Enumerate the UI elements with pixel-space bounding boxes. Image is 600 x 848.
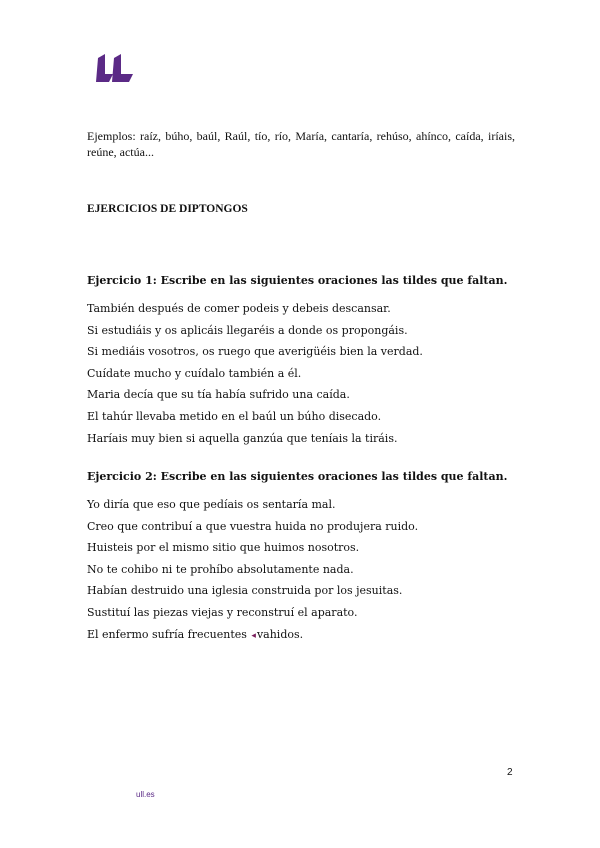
sentence: El tahúr llevaba metido en el baúl un búho disecado. [87, 409, 382, 423]
exercise-1-title: Ejercicio 1: Escribe en las siguientes oraciones las tildes que faltan. [87, 274, 508, 287]
sentence: Si mediáis vosotros, os ruego que averigüéis bien la verdad. [87, 345, 423, 359]
sentence: Si estudiáis y os aplicáis llegaréis a donde os propongáis. [87, 323, 408, 337]
exercise-2-sentences [87, 498, 418, 649]
ull-logo-icon [95, 52, 135, 84]
sentence: No te cohibo ni te prohíbo absolutamente nada. [87, 562, 354, 576]
sentence-start: El enfermo sufría frecuentes [87, 627, 247, 641]
exercise-1-sentences [87, 302, 423, 453]
sentence: También después de comer podeis y debeis descansar. [87, 302, 391, 315]
sentence: Sustituí las piezas viejas y reconstruí el aparato. [87, 605, 358, 619]
examples-paragraph: Ejemplos: raíz, búho, baúl, Raúl, tío, río, María, cantaría, rehúso, ahínco, caída, iríais, reúne, actúa... [87, 129, 515, 159]
section-title: EJERCICIOS DE DIPTONGOS [87, 203, 248, 215]
sentence: Habían destruido una iglesia construida por los jesuitas. [87, 584, 403, 598]
footer-url[interactable]: ull.es [136, 790, 155, 799]
sentence-last [87, 628, 418, 650]
sentence: Cuídate mucho y cuídalo también a él. [87, 366, 302, 380]
page-number: 2 [507, 767, 513, 778]
sentence: Maria decía que su tía había sufrido una caída. [87, 388, 350, 402]
exercise-2-title: Ejercicio 2: Escribe en las siguientes oraciones las tildes que faltan. [87, 470, 508, 483]
sentence: Huisteis por el mismo sitio que huimos nosotros. [87, 541, 360, 555]
sentence: Yo diría que eso que pedíais os sentaría mal. [87, 498, 336, 511]
sentence: Creo que contribuí a que vuestra huida no produjera ruido. [87, 519, 419, 533]
sentence: Haríais muy bien si aquella ganzúa que teníais la tiráis. [87, 431, 398, 445]
comment-marker-icon[interactable]: ◂ [251, 630, 256, 641]
sentence-end: vahidos. [256, 627, 304, 641]
